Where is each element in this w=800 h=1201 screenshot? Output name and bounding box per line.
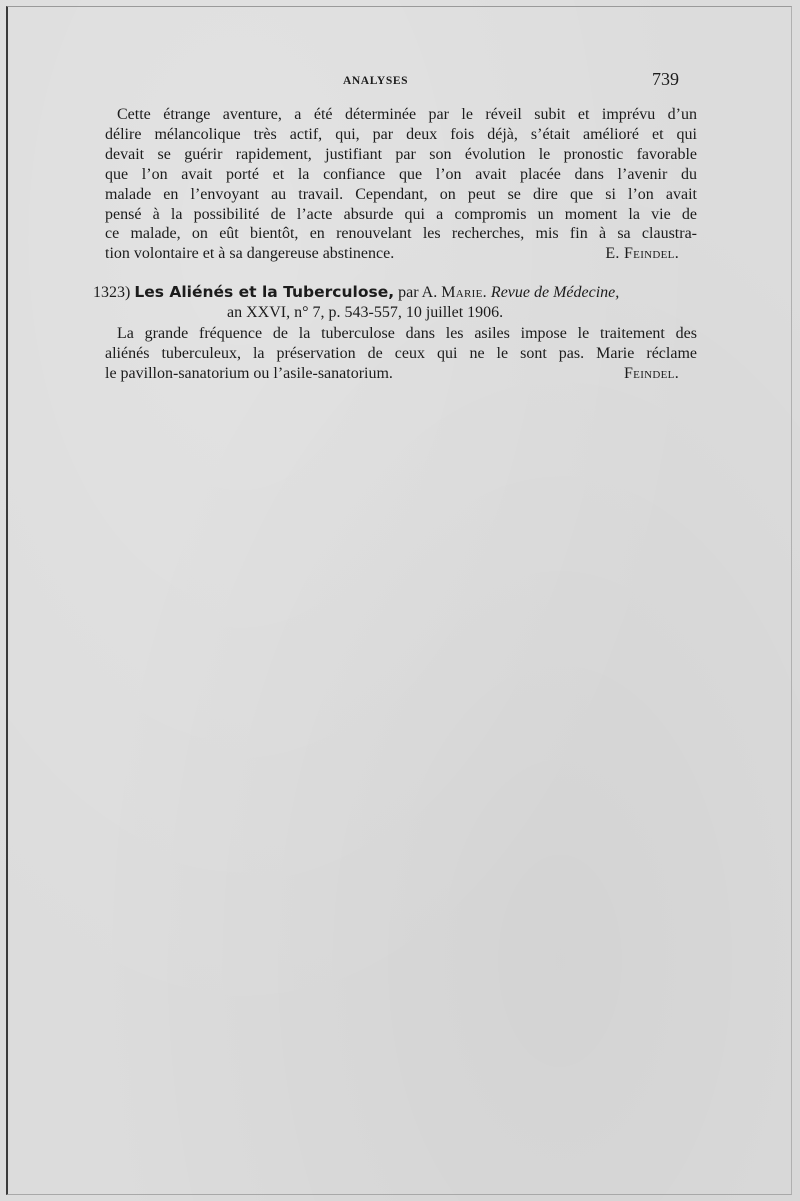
entry-heading <box>93 283 685 303</box>
paragraph-line: que l’on avait porté et la confiance que l’on avait placée dans l’avenir du <box>105 165 697 183</box>
paragraph-line: Cette étrange aventure, a été déterminée par le réveil subit et imprévu d’un <box>117 106 697 123</box>
running-head <box>0 69 800 92</box>
paragraph-line: La grande fréquence de la tuberculose dans les asiles impose le traitement des <box>117 325 697 342</box>
page-number: 739 <box>652 69 679 89</box>
entry-author: Marie. <box>441 284 487 301</box>
entry-citation: an XXVI, n° 7, p. 543-557, 10 juillet 1906. <box>227 303 504 321</box>
paragraph-line: délire mélancolique très actif, qui, par deux fois déjà, s’était amélioré et qui <box>105 125 697 143</box>
paragraph-line: malade en l’envoyant au travail. Cependant, on peut se dire que si l’on avait <box>105 185 697 203</box>
bibliographic-entry <box>93 283 697 323</box>
signature: Feindel. <box>623 364 679 382</box>
paragraph-line: tion volontaire et à sa dangereuse abstinence. <box>105 245 395 263</box>
signature: E. Feindel. <box>605 245 679 263</box>
paragraph-line: le pavillon-sanatorium ou l’asile-sanatorium. <box>105 364 393 382</box>
entry-number: 1323) <box>93 284 131 301</box>
paragraph-line: aliénés tuberculeux, la préservation de ceux qui ne le sont pas. Marie réclame <box>105 344 697 362</box>
paragraph-last-line <box>105 244 697 264</box>
analysis-paragraph <box>105 324 697 384</box>
entry-by: par A. <box>398 284 438 301</box>
entry-title: Les Aliénés et la Tuberculose, <box>134 283 395 301</box>
paragraph-line: pensé à la possibilité de l’acte absurde qui a compromis un moment la vie de <box>105 205 697 223</box>
analysis-paragraph <box>105 105 697 264</box>
entry-journal: Revue de Médecine, <box>490 284 620 301</box>
paragraph-line: ce malade, on eût bientôt, en renouvelant les recherches, mis fin à sa claustra- <box>105 225 697 243</box>
paragraph-line: devait se guérir rapidement, justifiant par son évolution le pronostic favorable <box>105 145 697 163</box>
running-title: ANALYSES <box>343 75 409 87</box>
paragraph-last-line <box>105 364 697 384</box>
